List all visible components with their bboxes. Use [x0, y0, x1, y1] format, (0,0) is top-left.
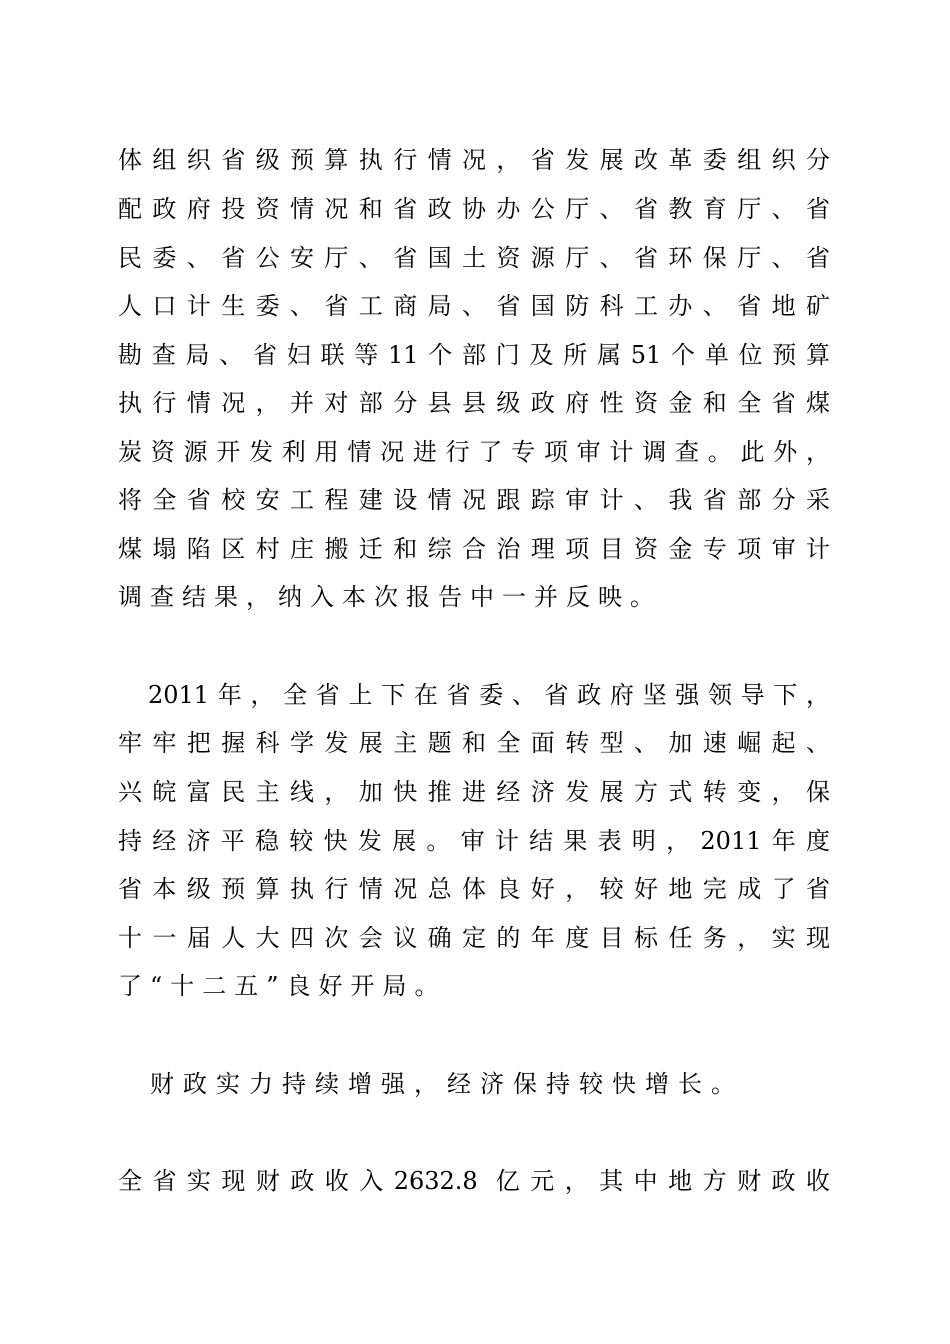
paragraph-2-line-6: 十一届人大四次会议确定的年度目标任务，实现	[118, 924, 830, 952]
paragraph-1-line-2: 配政府投资情况和省政协办公厅、省教育厅、省	[118, 195, 830, 223]
paragraph-2-line-7: 了“十二五”良好开局。	[118, 972, 447, 1000]
paragraph-1-line-7: 炭资源开发利用情况进行了专项审计调查。此外，	[118, 438, 830, 466]
paragraph-1-line-5: 勘查局、省妇联等11个部门及所属51个单位预算	[118, 341, 830, 369]
paragraph-2-line-5: 省本级预算执行情况总体良好，较好地完成了省	[118, 875, 830, 903]
paragraph-1-line-1: 体组织省级预算执行情况，省发展改革委组织分	[118, 146, 830, 174]
paragraph-2-line-1: 2011年，全省上下在省委、省政府坚强领导下，	[148, 681, 830, 709]
paragraph-3-line-1: 财政实力持续增强，经济保持较快增长。	[150, 1070, 744, 1098]
paragraph-1-line-3: 民委、省公安厅、省国土资源厅、省环保厅、省	[118, 244, 830, 272]
paragraph-2-line-2: 牢牢把握科学发展主题和全面转型、加速崛起、	[118, 729, 830, 757]
paragraph-2-line-3: 兴皖富民主线，加快推进经济发展方式转变，保	[118, 778, 830, 806]
paragraph-1-line-9: 煤塌陷区村庄搬迁和综合治理项目资金专项审计	[118, 535, 830, 563]
paragraph-1-line-6: 执行情况，并对部分县县级政府性资金和全省煤	[118, 389, 830, 417]
paragraph-1-line-8: 将全省校安工程建设情况跟踪审计、我省部分采	[118, 486, 830, 514]
paragraph-2-line-4: 持经济平稳较快发展。审计结果表明，2011年度	[118, 827, 830, 855]
paragraph-4-line-1: 全省实现财政收入2632.8 亿元，其中地方财政收	[118, 1167, 830, 1195]
paragraph-1-line-10: 调查结果，纳入本次报告中一并反映。	[118, 583, 662, 611]
paragraph-1-line-4: 人口计生委、省工商局、省国防科工办、省地矿	[118, 292, 830, 320]
